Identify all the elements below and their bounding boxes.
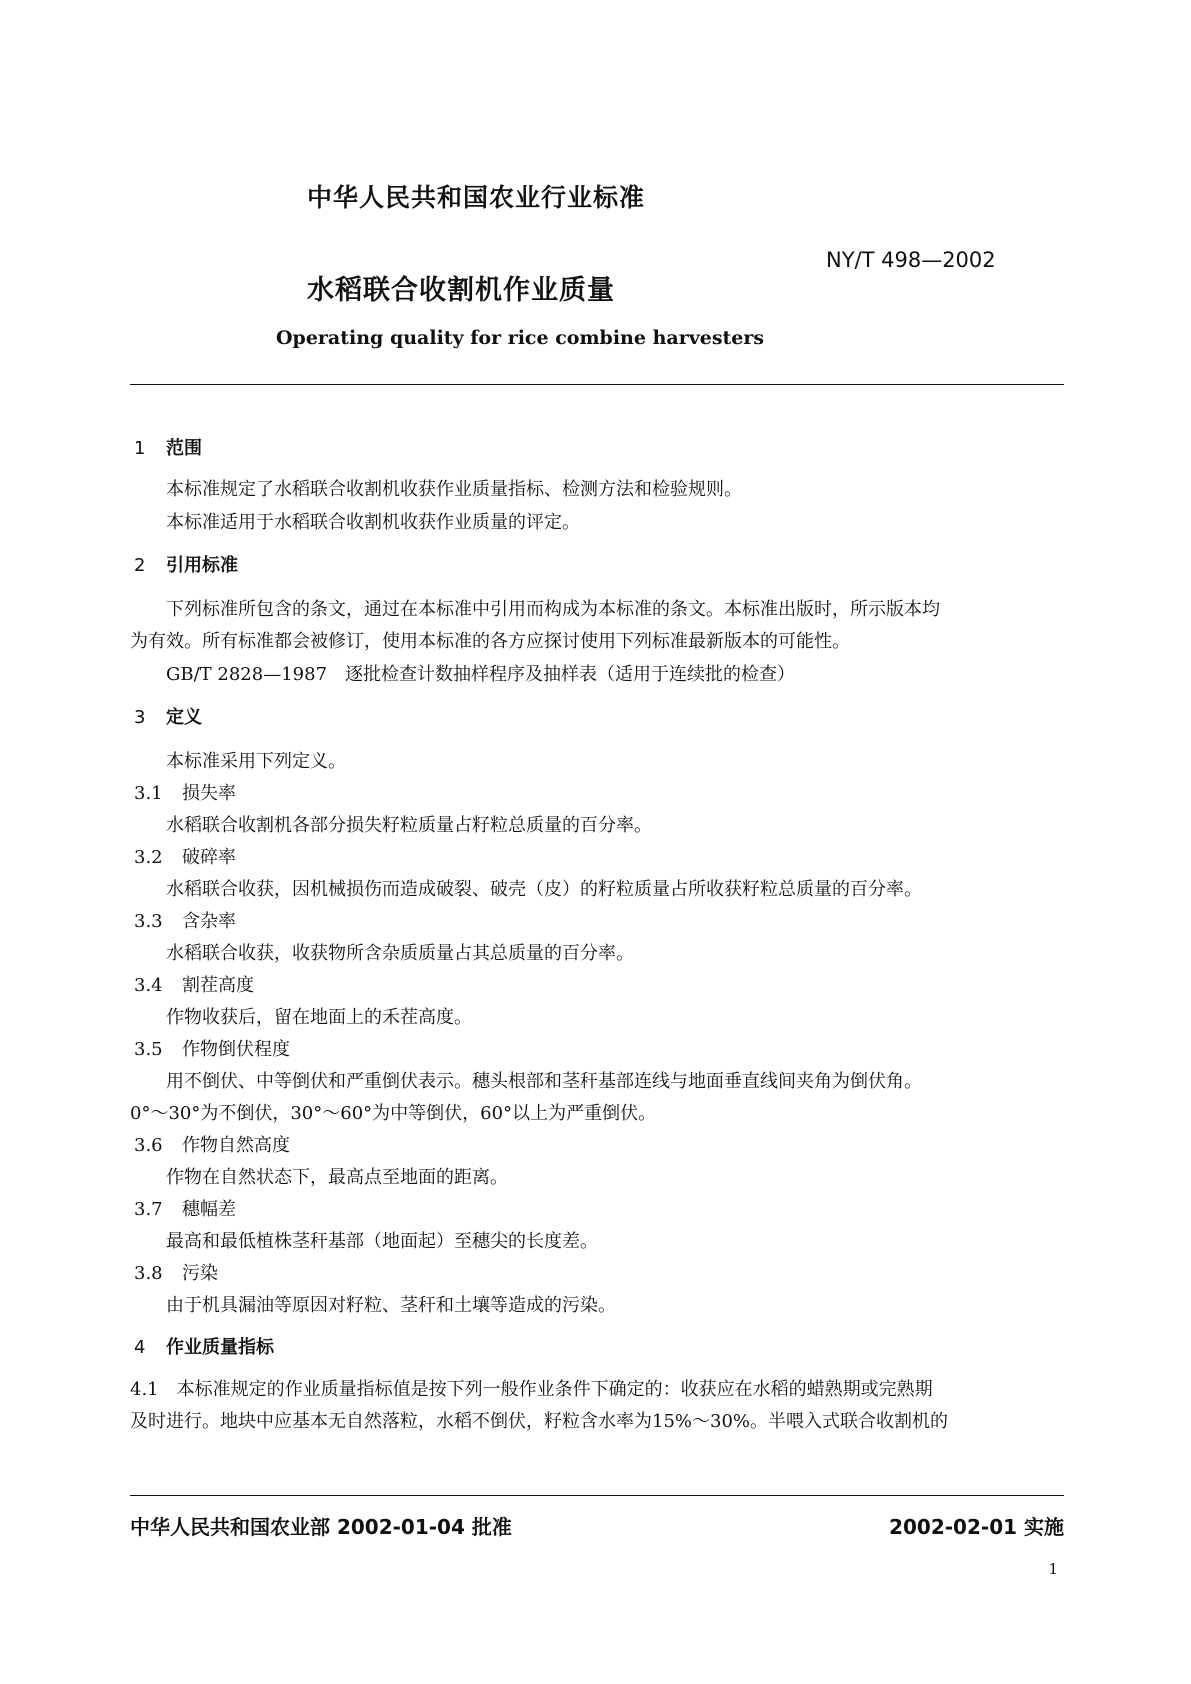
paragraph: 及时进行。地块中应基本无自然落粒，水稻不倒伏，籽粒含水率为15%～30%。半喂入式联合收割机的 [130,1411,949,1432]
term-label: 割茬高度 [182,975,254,996]
section-4-heading [134,1333,274,1359]
definition-term [134,971,254,997]
term-label: 污染 [182,1263,218,1284]
definition-text: 用不倒伏、中等倒伏和严重倒伏表示。穗头根部和茎秆基部连线与地面垂直线间夹角为倒伏角。 [166,1071,922,1092]
clause-number: 3.6 [134,1135,163,1156]
approval-line: 中华人民共和国农业部 2002-01-04 批准 [130,1515,512,1539]
definition-term [134,1035,290,1061]
section-number: 3 [134,707,146,728]
section-title: 定义 [166,707,202,728]
clause-number: 3.2 [134,847,163,868]
paragraph: 4.1 本标准规定的作业质量指标值是按下列一般作业条件下确定的：收获应在水稻的蜡熟期或完熟期 [130,1379,933,1400]
definition-text: 作物收获后，留在地面上的禾茬高度。 [166,1007,472,1028]
section-title: 引用标准 [166,555,238,576]
paragraph: 下列标准所包含的条文，通过在本标准中引用而构成为本标准的条文。本标准出版时，所示版本均 [166,599,940,620]
section-2-heading [134,551,238,577]
paragraph: 本标准规定了水稻联合收割机收获作业质量指标、检测方法和检验规则。 [166,479,742,500]
document-english-title: Operating quality for rice combine harvesters [276,327,765,349]
implementation-date: 2002-02-01 实施 [889,1515,1064,1539]
clause-number: 3.4 [134,975,163,996]
term-label: 含杂率 [182,911,236,932]
section-title: 范围 [166,438,202,459]
definition-term [134,779,236,805]
definition-term [134,1195,236,1221]
section-3-heading [134,703,202,729]
definition-text: 水稻联合收割机各部分损失籽粒质量占籽粒总质量的百分率。 [166,815,652,836]
section-title: 作业质量指标 [166,1337,274,1358]
clause-number: 3.8 [134,1263,163,1284]
standard-category-title: 中华人民共和国农业行业标准 [307,183,646,212]
definition-text: 由于机具漏油等原因对籽粒、茎秆和土壤等造成的污染。 [166,1295,616,1316]
term-label: 作物倒伏程度 [182,1039,290,1060]
page-number: 1 [1048,1560,1058,1578]
section-number: 2 [134,555,146,576]
clause-number: 3.3 [134,911,163,932]
header-divider [130,384,1064,385]
document-title: 水稻联合收割机作业质量 [307,275,615,306]
standard-number: NY/T 498—2002 [826,248,996,272]
paragraph: 本标准适用于水稻联合收割机收获作业质量的评定。 [166,512,580,533]
definition-text: 作物在自然状态下，最高点至地面的距离。 [166,1167,508,1188]
definition-term [134,907,236,933]
footer-divider [130,1495,1064,1496]
definition-term [134,843,236,869]
definition-text: 0°～30°为不倒伏，30°～60°为中等倒伏，60°以上为严重倒伏。 [130,1103,657,1124]
term-label: 破碎率 [182,847,236,868]
clause-number: 3.5 [134,1039,163,1060]
section-1-heading [134,434,202,460]
clause-number: 3.7 [134,1199,163,1220]
definition-term [134,1259,218,1285]
definition-text: 最高和最低植株茎秆基部（地面起）至穗尖的长度差。 [166,1231,598,1252]
normative-reference: GB/T 2828—1987 逐批检查计数抽样程序及抽样表（适用于连续批的检查） [166,664,796,685]
term-label: 穗幅差 [182,1199,236,1220]
definition-text: 水稻联合收获，因机械损伤而造成破裂、破壳（皮）的籽粒质量占所收获籽粒总质量的百分率。 [166,879,922,900]
clause-number: 3.1 [134,783,163,804]
section-number: 4 [134,1337,146,1358]
term-label: 损失率 [182,783,236,804]
term-label: 作物自然高度 [182,1135,290,1156]
definition-term [134,1131,290,1157]
paragraph: 本标准采用下列定义。 [166,751,346,772]
definition-text: 水稻联合收获，收获物所含杂质质量占其总质量的百分率。 [166,943,634,964]
paragraph: 为有效。所有标准都会被修订，使用本标准的各方应探讨使用下列标准最新版本的可能性。 [130,631,850,652]
section-number: 1 [134,438,146,459]
